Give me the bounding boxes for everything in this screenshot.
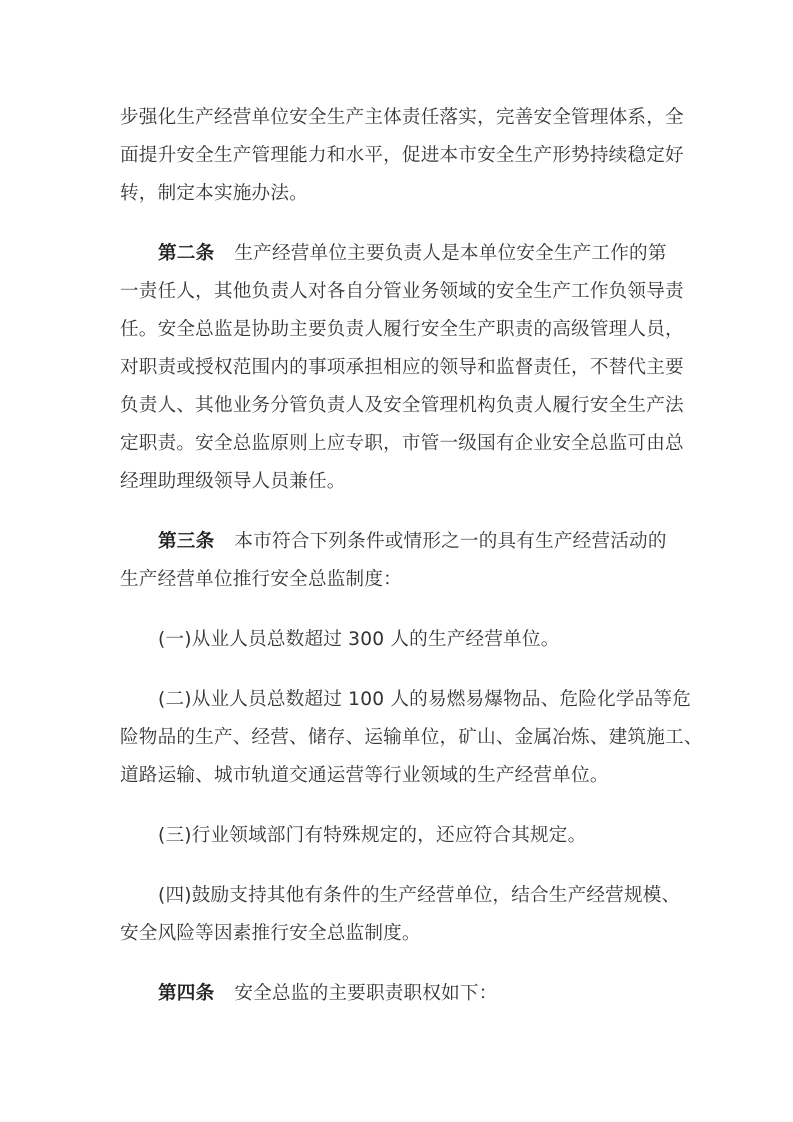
text-line: 生产经营单位推行安全总监制度：: [120, 569, 402, 590]
article-2-first-line: [158, 242, 667, 266]
list-item-1: (一)从业人员总数超过 300 人的生产经营单位。: [158, 629, 560, 650]
text-line: 一责任人，其他负责人对各自分管业务领域的安全生产工作负领导责: [120, 281, 684, 302]
article-heading: 第三条: [158, 531, 215, 552]
text-line: 任。安全总监是协助主要负责人履行安全生产职责的高级管理人员，: [120, 319, 684, 340]
article-3-first-line: [158, 530, 667, 554]
list-item-3: (三)行业领域部门有特殊规定的，还应符合其规定。: [158, 825, 587, 846]
list-item-4: (四)鼓励支持其他有条件的生产经营单位，结合生产经营规模、: [158, 885, 681, 906]
text-line: 步强化生产经营单位安全生产主体责任落实，完善安全管理体系，全: [120, 107, 684, 128]
text-line: 转，制定本实施办法。: [120, 183, 308, 204]
article-heading: 第四条: [158, 983, 215, 1004]
text: 本市符合下列条件或情形之一的具有生产经营活动的: [234, 531, 667, 552]
text-line: 经理助理级领导人员兼任。: [120, 471, 346, 492]
article-4-first-line: [158, 982, 498, 1006]
text-line: 对职责或授权范围内的事项承担相应的领导和监督责任，不替代主要: [120, 357, 684, 378]
list-item-2: (二)从业人员总数超过 100 人的易燃易爆物品、危险化学品等危: [158, 689, 692, 710]
text-line: 负责人、其他业务分管负责人及安全管理机构负责人履行安全生产法: [120, 395, 684, 416]
text-line: 安全风险等因素推行安全总监制度。: [120, 923, 421, 944]
text: 生产经营单位主要负责人是本单位安全生产工作的第: [234, 243, 667, 264]
text: 安全总监的主要职责职权如下：: [234, 983, 498, 1004]
text-line: 面提升安全生产管理能力和水平，促进本市安全生产形势持续稳定好: [120, 145, 684, 166]
text-line: 定职责。安全总监原则上应专职，市管一级国有企业安全总监可由总: [120, 433, 684, 454]
article-heading: 第二条: [158, 243, 215, 264]
text-line: 道路运输、城市轨道交通运营等行业领域的生产经营单位。: [120, 765, 609, 786]
text-line: 险物品的生产、经营、储存、运输单位，矿山、金属冶炼、建筑施工、: [120, 727, 703, 748]
